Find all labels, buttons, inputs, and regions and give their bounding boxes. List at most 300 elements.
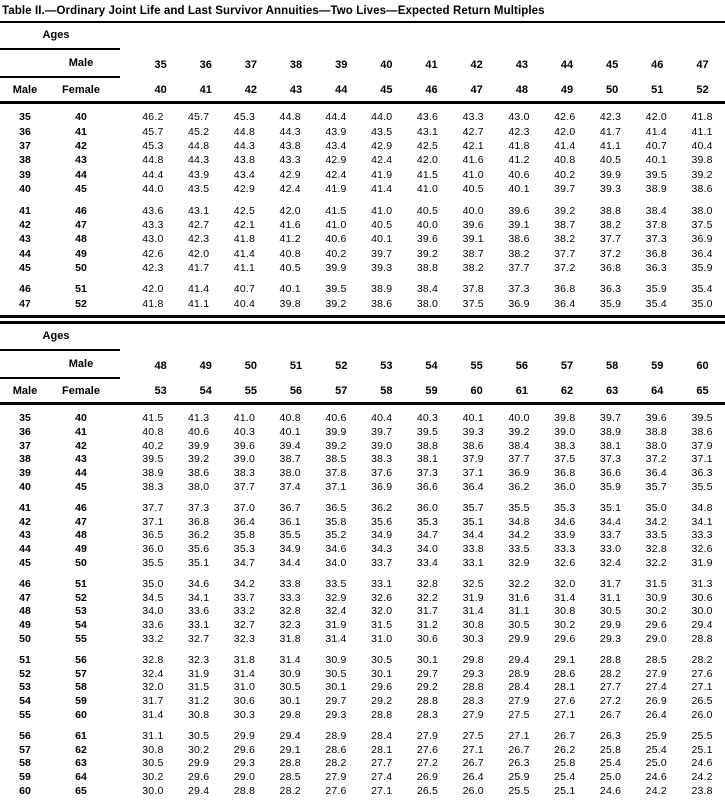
multiple-value-cell: 40.4 <box>691 139 713 152</box>
multiple-value-cell: 43.9 <box>325 125 347 138</box>
multiple-value-cell: 38.4 <box>645 204 667 217</box>
multiple-value-cell: 31.5 <box>645 577 667 590</box>
male-age-header: 45 <box>606 59 619 71</box>
male-label-group <box>0 50 120 78</box>
multiple-value-cell: 30.9 <box>645 591 667 604</box>
multiple-value-cell: 38.0 <box>279 467 301 480</box>
multiple-value-cell: 37.7 <box>142 501 164 514</box>
multiple-value-cell: 29.1 <box>279 743 301 756</box>
male-age-cell: 52 <box>19 667 31 680</box>
multiple-value-cell: 29.9 <box>233 729 256 742</box>
multiple-value-cell: 39.7 <box>371 425 393 438</box>
multiple-value-cell: 28.9 <box>508 667 530 680</box>
multiple-value-cell: 38.6 <box>508 233 530 246</box>
multiple-value-cell: 32.3 <box>279 619 301 632</box>
multiple-value-cell: 29.4 <box>691 619 713 632</box>
multiple-value-cell: 37.1 <box>325 480 347 493</box>
multiple-value-cell: 40.6 <box>325 411 347 424</box>
data-block <box>0 405 725 801</box>
multiple-value-cell: 26.4 <box>645 708 667 721</box>
multiple-value-cell: 26.2 <box>554 743 576 756</box>
multiple-value-cell: 25.0 <box>645 757 667 770</box>
multiple-value-cell: 43.0 <box>508 111 530 124</box>
multiple-value-cell: 44.0 <box>371 111 393 124</box>
multiple-value-cell: 41.4 <box>371 183 393 196</box>
male-row-header-label: Male <box>12 385 38 398</box>
male-age-cell: 36 <box>19 125 31 138</box>
multiple-value-cell: 26.0 <box>462 784 484 797</box>
multiple-value-cell: 37.6 <box>371 467 393 480</box>
multiple-value-cell: 30.8 <box>462 619 484 632</box>
multiple-value-cell: 27.7 <box>599 681 622 694</box>
multiple-value-cell: 27.1 <box>371 784 393 797</box>
male-label-group <box>0 351 120 379</box>
multiple-value-cell: 29.6 <box>233 743 256 756</box>
multiple-value-cell: 41.1 <box>188 297 210 310</box>
multiple-value-cell: 35.9 <box>599 480 622 493</box>
multiple-value-cell: 41.5 <box>142 411 164 424</box>
multiple-value-cell: 25.9 <box>645 729 667 742</box>
data-block <box>0 104 725 315</box>
male-age-cell: 41 <box>19 501 31 514</box>
multiple-value-cell: 43.3 <box>462 111 484 124</box>
multiple-value-cell: 32.2 <box>645 556 667 569</box>
multiple-value-cell: 45.7 <box>188 111 210 124</box>
multiple-value-cell: 35.5 <box>279 529 301 542</box>
multiple-value-cell: 40.1 <box>645 154 667 167</box>
multiple-value-cell: 32.3 <box>188 653 210 666</box>
annuity-table <box>0 23 725 801</box>
multiple-value-cell: 39.2 <box>554 204 576 217</box>
multiple-value-cell: 35.9 <box>645 283 667 296</box>
multiple-value-cell: 36.6 <box>416 480 439 493</box>
multiple-value-cell: 40.8 <box>279 411 301 424</box>
multiple-value-cell: 38.4 <box>508 439 530 452</box>
multiple-value-cell: 46.2 <box>142 111 164 124</box>
row-group <box>0 203 725 275</box>
multiple-value-cell: 36.8 <box>599 262 622 275</box>
male-age-header: 35 <box>154 59 167 71</box>
multiple-value-cell: 45.2 <box>188 125 210 138</box>
male-age-header: 57 <box>560 360 574 373</box>
multiple-value-cell: 33.6 <box>142 619 164 632</box>
multiple-value-cell: 33.4 <box>416 556 439 569</box>
multiple-value-cell: 39.5 <box>691 411 713 424</box>
multiple-value-cell: 32.0 <box>554 577 576 590</box>
multiple-value-cell: 24.6 <box>599 784 622 797</box>
male-age-cell: 39 <box>19 168 31 181</box>
multiple-value-cell: 42.9 <box>371 139 393 152</box>
male-age-cell: 45 <box>19 556 31 569</box>
multiple-value-cell: 30.2 <box>554 619 576 632</box>
multiple-value-cell: 39.0 <box>233 453 256 466</box>
multiple-value-cell: 44.8 <box>142 154 164 167</box>
multiple-value-cell: 38.2 <box>462 262 484 275</box>
multiple-value-cell: 34.5 <box>142 591 164 604</box>
multiple-value-cell: 36.2 <box>508 480 530 493</box>
male-age-cell: 51 <box>19 653 31 666</box>
multiple-value-cell: 41.8 <box>233 233 256 246</box>
male-column-label: Male <box>68 358 94 371</box>
table-row <box>0 153 725 167</box>
male-age-cell: 38 <box>19 154 31 167</box>
multiple-value-cell: 25.8 <box>554 757 576 770</box>
female-age-header: 51 <box>651 84 664 96</box>
multiple-value-cell: 34.0 <box>416 543 439 556</box>
multiple-value-cell: 31.1 <box>508 605 530 618</box>
table-row <box>0 501 725 515</box>
table-row <box>0 182 725 196</box>
multiple-value-cell: 35.0 <box>142 577 164 590</box>
ages-header-group <box>0 324 120 351</box>
male-age-header: 42 <box>470 59 483 71</box>
multiple-value-cell: 30.3 <box>462 632 484 645</box>
female-age-cell: 44 <box>75 168 87 181</box>
multiple-value-cell: 32.4 <box>599 556 622 569</box>
multiple-value-cell: 38.6 <box>462 439 484 452</box>
multiple-value-cell: 30.6 <box>416 632 439 645</box>
female-age-cell: 63 <box>75 757 87 770</box>
multiple-value-cell: 33.0 <box>599 543 622 556</box>
multiple-value-cell: 40.1 <box>279 425 301 438</box>
multiple-value-cell: 27.9 <box>325 771 347 784</box>
multiple-value-cell: 30.2 <box>645 605 667 618</box>
multiple-value-cell: 33.9 <box>554 529 576 542</box>
female-age-cell: 60 <box>75 708 87 721</box>
multiple-value-cell: 39.4 <box>279 439 301 452</box>
multiple-value-cell: 31.4 <box>142 708 164 721</box>
male-column-label: Male <box>68 57 94 69</box>
multiple-value-cell: 29.4 <box>188 784 210 797</box>
table-row <box>0 729 725 743</box>
multiple-value-cell: 40.7 <box>233 283 256 296</box>
table-row <box>0 743 725 757</box>
multiple-value-cell: 39.9 <box>188 439 210 452</box>
multiple-value-cell: 33.1 <box>371 577 393 590</box>
multiple-value-cell: 36.8 <box>554 467 576 480</box>
multiple-value-cell: 41.4 <box>554 139 576 152</box>
multiple-value-cell: 37.7 <box>508 262 530 275</box>
multiple-value-cell: 39.6 <box>233 439 256 452</box>
multiple-value-cell: 42.4 <box>279 183 301 196</box>
multiple-value-cell: 41.1 <box>599 139 622 152</box>
multiple-value-cell: 45.3 <box>233 111 256 124</box>
multiple-value-cell: 27.4 <box>645 681 667 694</box>
male-age-cell: 49 <box>19 619 31 632</box>
male-age-cell: 57 <box>19 743 31 756</box>
multiple-value-cell: 43.1 <box>188 204 210 217</box>
female-age-cell: 49 <box>75 247 87 260</box>
multiple-value-cell: 30.2 <box>188 743 210 756</box>
multiple-value-cell: 25.5 <box>508 784 530 797</box>
multiple-value-cell: 39.8 <box>554 411 576 424</box>
female-age-header: 65 <box>696 385 709 398</box>
multiple-value-cell: 25.4 <box>599 757 622 770</box>
female-age-header: 44 <box>335 84 348 96</box>
female-age-header: 57 <box>335 385 348 398</box>
multiple-value-cell: 26.5 <box>691 695 713 708</box>
multiple-value-cell: 37.9 <box>462 453 484 466</box>
multiple-value-cell: 37.5 <box>691 218 713 231</box>
multiple-value-cell: 42.0 <box>416 154 439 167</box>
multiple-value-cell: 42.9 <box>325 154 347 167</box>
multiple-value-cell: 36.9 <box>508 467 530 480</box>
female-age-cell: 48 <box>75 233 87 246</box>
multiple-value-cell: 28.4 <box>371 729 393 742</box>
table-row <box>0 618 725 632</box>
multiple-value-cell: 40.5 <box>462 183 484 196</box>
table-row <box>0 694 725 708</box>
male-age-cell: 36 <box>19 425 31 438</box>
multiple-value-cell: 35.0 <box>691 297 713 310</box>
male-age-header: 56 <box>515 360 528 373</box>
multiple-value-cell: 35.3 <box>554 501 576 514</box>
multiple-value-cell: 38.4 <box>416 283 439 296</box>
multiple-value-cell: 29.8 <box>279 708 301 721</box>
multiple-value-cell: 42.0 <box>188 247 210 260</box>
multiple-value-cell: 39.6 <box>416 233 439 246</box>
multiple-value-cell: 39.7 <box>554 183 576 196</box>
multiple-value-cell: 37.2 <box>645 453 667 466</box>
table-section <box>0 23 725 315</box>
multiple-value-cell: 37.1 <box>142 515 164 528</box>
multiple-value-cell: 27.1 <box>462 743 484 756</box>
multiple-value-cell: 38.9 <box>645 183 667 196</box>
multiple-value-cell: 39.2 <box>508 425 530 438</box>
multiple-value-cell: 35.4 <box>691 283 713 296</box>
multiple-value-cell: 32.2 <box>508 577 530 590</box>
multiple-value-cell: 27.2 <box>599 695 622 708</box>
multiple-value-cell: 30.5 <box>325 667 347 680</box>
multiple-value-cell: 43.3 <box>279 154 301 167</box>
multiple-value-cell: 34.9 <box>279 543 301 556</box>
multiple-value-cell: 31.0 <box>371 632 393 645</box>
multiple-value-cell: 39.5 <box>142 453 164 466</box>
multiple-value-cell: 41.7 <box>188 262 210 275</box>
multiple-value-cell: 26.5 <box>416 784 439 797</box>
multiple-value-cell: 31.9 <box>691 556 713 569</box>
male-age-cell: 37 <box>19 439 31 452</box>
row-group <box>0 577 725 646</box>
multiple-value-cell: 35.6 <box>371 515 393 528</box>
multiple-value-cell: 33.7 <box>371 556 393 569</box>
multiple-value-cell: 29.3 <box>325 708 347 721</box>
male-age-header: 52 <box>335 360 348 373</box>
male-age-cell: 45 <box>19 262 31 275</box>
multiple-value-cell: 36.8 <box>645 247 667 260</box>
multiple-value-cell: 28.4 <box>508 681 530 694</box>
multiple-value-cell: 34.6 <box>188 577 210 590</box>
multiple-value-cell: 44.3 <box>233 139 256 152</box>
female-age-cell: 56 <box>75 653 87 666</box>
multiple-value-cell: 25.0 <box>599 771 622 784</box>
female-age-header: 56 <box>289 385 303 398</box>
multiple-value-cell: 38.7 <box>554 218 576 231</box>
multiple-value-cell: 30.5 <box>508 619 530 632</box>
female-age-cell: 61 <box>75 729 87 742</box>
multiple-value-cell: 40.5 <box>599 154 622 167</box>
multiple-value-cell: 40.6 <box>325 233 347 246</box>
multiple-value-cell: 42.9 <box>279 168 301 181</box>
multiple-value-cell: 39.0 <box>554 425 576 438</box>
table-row <box>0 784 725 798</box>
multiple-value-cell: 39.2 <box>325 297 347 310</box>
multiple-value-cell: 31.3 <box>691 577 713 590</box>
multiple-value-cell: 31.9 <box>188 667 210 680</box>
multiple-value-cell: 38.5 <box>325 453 347 466</box>
multiple-value-cell: 28.9 <box>325 729 347 742</box>
multiple-value-cell: 30.9 <box>325 653 347 666</box>
multiple-value-cell: 41.2 <box>279 233 301 246</box>
header-male-ages-row <box>0 351 725 379</box>
table-row <box>0 232 725 246</box>
table-row <box>0 770 725 784</box>
female-age-header: 40 <box>154 84 167 96</box>
female-age-cell: 57 <box>75 667 87 680</box>
multiple-value-cell: 37.3 <box>188 501 210 514</box>
female-age-cell: 42 <box>75 139 87 152</box>
multiple-value-cell: 25.5 <box>691 729 713 742</box>
multiple-value-cell: 40.2 <box>142 439 164 452</box>
multiple-value-cell: 30.3 <box>233 708 256 721</box>
male-age-cell: 42 <box>19 218 31 231</box>
multiple-value-cell: 41.9 <box>371 168 393 181</box>
multiple-value-cell: 39.5 <box>325 283 347 296</box>
multiple-value-cell: 31.9 <box>325 619 347 632</box>
multiple-value-cell: 31.7 <box>599 577 622 590</box>
multiple-value-cell: 32.4 <box>325 605 347 618</box>
multiple-value-cell: 44.8 <box>188 139 210 152</box>
multiple-value-cell: 34.7 <box>233 556 256 569</box>
male-age-header: 46 <box>651 59 664 71</box>
multiple-value-cell: 40.3 <box>416 411 439 424</box>
multiple-value-cell: 28.8 <box>279 757 301 770</box>
multiple-value-cell: 39.3 <box>462 425 484 438</box>
male-age-header: 37 <box>244 59 258 71</box>
male-age-cell: 42 <box>19 515 31 528</box>
female-age-header: 54 <box>199 385 212 398</box>
female-age-header: 50 <box>606 84 619 96</box>
male-age-cell: 38 <box>19 453 31 466</box>
multiple-value-cell: 32.8 <box>279 605 301 618</box>
multiple-value-cell: 35.6 <box>188 543 210 556</box>
table-row <box>0 480 725 494</box>
multiple-value-cell: 32.6 <box>371 591 393 604</box>
male-age-cell: 37 <box>19 139 31 152</box>
female-age-header: 62 <box>560 385 574 398</box>
male-age-header: 36 <box>199 59 212 71</box>
multiple-value-cell: 37.3 <box>645 233 667 246</box>
table-row <box>0 203 725 217</box>
multiple-value-cell: 32.2 <box>416 591 439 604</box>
female-age-cell: 50 <box>75 556 87 569</box>
multiple-value-cell: 35.5 <box>508 501 530 514</box>
multiple-value-cell: 41.8 <box>691 111 713 124</box>
multiple-value-cell: 35.1 <box>462 515 484 528</box>
multiple-value-cell: 30.0 <box>691 605 713 618</box>
multiple-value-cell: 30.0 <box>142 784 164 797</box>
multiple-value-cell: 34.1 <box>691 515 713 528</box>
table-row <box>0 591 725 605</box>
female-age-cell: 41 <box>75 425 87 438</box>
multiple-value-cell: 43.5 <box>371 125 393 138</box>
female-age-header: 64 <box>651 385 664 398</box>
ages-header-group <box>0 23 120 50</box>
multiple-value-cell: 28.2 <box>599 667 622 680</box>
multiple-value-cell: 36.3 <box>599 283 622 296</box>
multiple-value-cell: 30.6 <box>233 695 256 708</box>
multiple-value-cell: 38.8 <box>645 425 667 438</box>
multiple-value-cell: 27.5 <box>508 708 530 721</box>
multiple-value-cell: 34.6 <box>554 515 576 528</box>
multiple-value-cell: 27.1 <box>554 708 576 721</box>
multiple-value-cell: 36.7 <box>279 501 301 514</box>
multiple-value-cell: 44.4 <box>142 168 164 181</box>
multiple-value-cell: 43.6 <box>416 111 439 124</box>
male-age-cell: 47 <box>19 591 31 604</box>
multiple-value-cell: 27.9 <box>508 695 530 708</box>
female-age-header: 47 <box>470 84 483 96</box>
table-row <box>0 218 725 232</box>
male-age-cell: 35 <box>19 411 31 424</box>
multiple-value-cell: 33.3 <box>279 591 301 604</box>
multiple-value-cell: 26.7 <box>508 743 530 756</box>
multiple-value-cell: 39.0 <box>371 439 393 452</box>
multiple-value-cell: 27.1 <box>508 729 530 742</box>
multiple-value-cell: 31.2 <box>188 695 210 708</box>
multiple-value-cell: 42.6 <box>142 247 164 260</box>
multiple-value-cell: 40.1 <box>508 183 530 196</box>
table-title: Table II.—Ordinary Joint Life and Last Survivor Annuities—Two Lives—Expected Return Multiples <box>2 5 545 17</box>
female-age-cell: 40 <box>75 411 87 424</box>
multiple-value-cell: 43.9 <box>188 168 210 181</box>
female-age-cell: 48 <box>75 529 87 542</box>
multiple-value-cell: 31.1 <box>599 591 622 604</box>
multiple-value-cell: 41.2 <box>508 154 530 167</box>
multiple-value-cell: 36.0 <box>416 501 439 514</box>
multiple-value-cell: 41.9 <box>325 183 347 196</box>
multiple-value-cell: 35.5 <box>142 556 164 569</box>
multiple-value-cell: 27.2 <box>416 757 439 770</box>
multiple-value-cell: 41.5 <box>325 204 347 217</box>
female-age-cell: 43 <box>75 453 87 466</box>
female-age-cell: 53 <box>75 605 87 618</box>
multiple-value-cell: 40.4 <box>371 411 393 424</box>
female-age-cell: 50 <box>75 262 87 275</box>
male-age-header: 47 <box>696 59 709 71</box>
multiple-value-cell: 26.3 <box>599 729 622 742</box>
female-age-cell: 42 <box>75 439 87 452</box>
male-age-cell: 46 <box>19 577 31 590</box>
multiple-value-cell: 40.3 <box>233 425 256 438</box>
multiple-value-cell: 38.2 <box>508 247 530 260</box>
multiple-value-cell: 42.4 <box>325 168 347 181</box>
multiple-value-cell: 39.7 <box>371 247 393 260</box>
multiple-value-cell: 44.8 <box>279 111 301 124</box>
multiple-value-cell: 31.2 <box>416 619 439 632</box>
male-age-cell: 46 <box>19 283 31 296</box>
multiple-value-cell: 28.1 <box>371 743 393 756</box>
multiple-value-cell: 27.4 <box>371 771 393 784</box>
multiple-value-cell: 27.7 <box>371 757 393 770</box>
multiple-value-cell: 36.6 <box>599 467 622 480</box>
multiple-value-cell: 41.7 <box>599 125 622 138</box>
multiple-value-cell: 31.4 <box>279 653 301 666</box>
multiple-value-cell: 39.8 <box>691 154 713 167</box>
multiple-value-cell: 33.3 <box>691 529 713 542</box>
multiple-value-cell: 38.2 <box>554 233 576 246</box>
multiple-value-cell: 31.1 <box>142 729 164 742</box>
